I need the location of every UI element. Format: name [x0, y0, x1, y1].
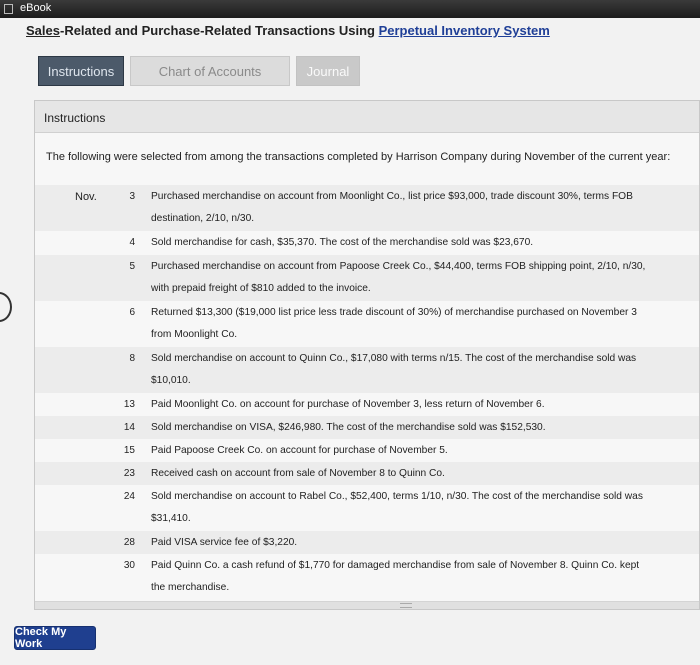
transaction-text: Received cash on account from sale of November 8 to Quinn Co. [151, 468, 445, 479]
top-bar [0, 0, 700, 18]
ebook-icon[interactable] [4, 4, 13, 14]
transaction-text: Paid VISA service fee of $3,220. [151, 537, 298, 548]
panel-title: Instructions [44, 111, 106, 125]
tab-journal[interactable]: Journal [296, 56, 360, 86]
transaction-row [35, 185, 699, 231]
transaction-text: Purchased merchandise on account from Moonlight Co., list price $93,000, trade discount 30%, terms FOB destination, 2/10, n/30. [151, 191, 633, 224]
transaction-row [35, 462, 699, 485]
transaction-text: Paid Moonlight Co. on account for purchase of November 3, less return of November 6. [151, 399, 545, 410]
transaction-day: 6 [129, 307, 135, 318]
tab-chart-of-accounts[interactable]: Chart of Accounts [130, 56, 290, 86]
transaction-text: Paid Quinn Co. a cash refund of $1,770 for damaged merchandise from sale of November 8. Quinn Co. kept the merchandise. [151, 560, 640, 593]
transaction-text: Purchased merchandise on account from Papoose Creek Co., $44,400, terms FOB shipping point, 2/10, n/30, with prepaid freight of $810 added to the invoice. [151, 261, 646, 294]
panel-header [35, 101, 699, 133]
transaction-day: 15 [123, 445, 135, 456]
transaction-text: Returned $13,300 ($19,000 list price less trade discount of 30%) of merchandise purchased on November 3 from Moonlight Co. [151, 307, 637, 340]
transaction-row [35, 393, 699, 416]
perpetual-inventory-link[interactable]: Perpetual Inventory System [378, 23, 550, 38]
transaction-list [35, 185, 699, 600]
transaction-text: Sold merchandise for cash, $35,370. The cost of the merchandise sold was $23,670. [151, 237, 534, 248]
transaction-day: 24 [123, 491, 135, 502]
resize-grip-icon[interactable] [400, 603, 412, 608]
transaction-day: 4 [129, 237, 135, 248]
transaction-row [35, 347, 699, 393]
panel-resize-bar[interactable] [35, 601, 699, 609]
transaction-day: 23 [123, 468, 135, 479]
transaction-row [35, 301, 699, 347]
transaction-day: 8 [129, 353, 135, 364]
transaction-row [35, 255, 699, 301]
transaction-day: 28 [123, 537, 135, 548]
instructions-panel [34, 100, 700, 610]
check-my-work-button[interactable]: Check My Work [14, 626, 96, 650]
transaction-row [35, 416, 699, 439]
transaction-row [35, 554, 699, 600]
intro-text: The following were selected from among the transactions completed by Harrison Company during November of the current year: [46, 151, 671, 163]
transaction-row [35, 531, 699, 554]
page-title-part2: -Related and Purchase-Related Transactions Using [59, 23, 379, 38]
transaction-day: 13 [123, 399, 135, 410]
transaction-row [35, 485, 699, 531]
transaction-day: 14 [123, 422, 135, 433]
transaction-text: Sold merchandise on account to Rabel Co., $52,400, terms 1/10, n/30. The cost of the merchandise sold was $31,410. [151, 491, 643, 524]
transaction-day: 3 [129, 191, 135, 202]
page-title-part1: Sales [26, 23, 60, 38]
transaction-day: 30 [123, 560, 135, 571]
page-title [26, 23, 550, 38]
tab-instructions[interactable]: Instructions [38, 56, 124, 86]
month-label: Nov. [75, 191, 97, 203]
ebook-link[interactable]: eBook [20, 2, 52, 14]
side-handle-icon[interactable] [0, 292, 12, 322]
transaction-row [35, 439, 699, 462]
transaction-text: Sold merchandise on VISA, $246,980. The cost of the merchandise sold was $152,530. [151, 422, 546, 433]
transaction-day: 5 [129, 261, 135, 272]
transaction-text: Sold merchandise on account to Quinn Co., $17,080 with terms n/15. The cost of the merchandise sold was $10,010. [151, 353, 637, 386]
transaction-text: Paid Papoose Creek Co. on account for purchase of November 5. [151, 445, 448, 456]
transaction-row [35, 231, 699, 255]
